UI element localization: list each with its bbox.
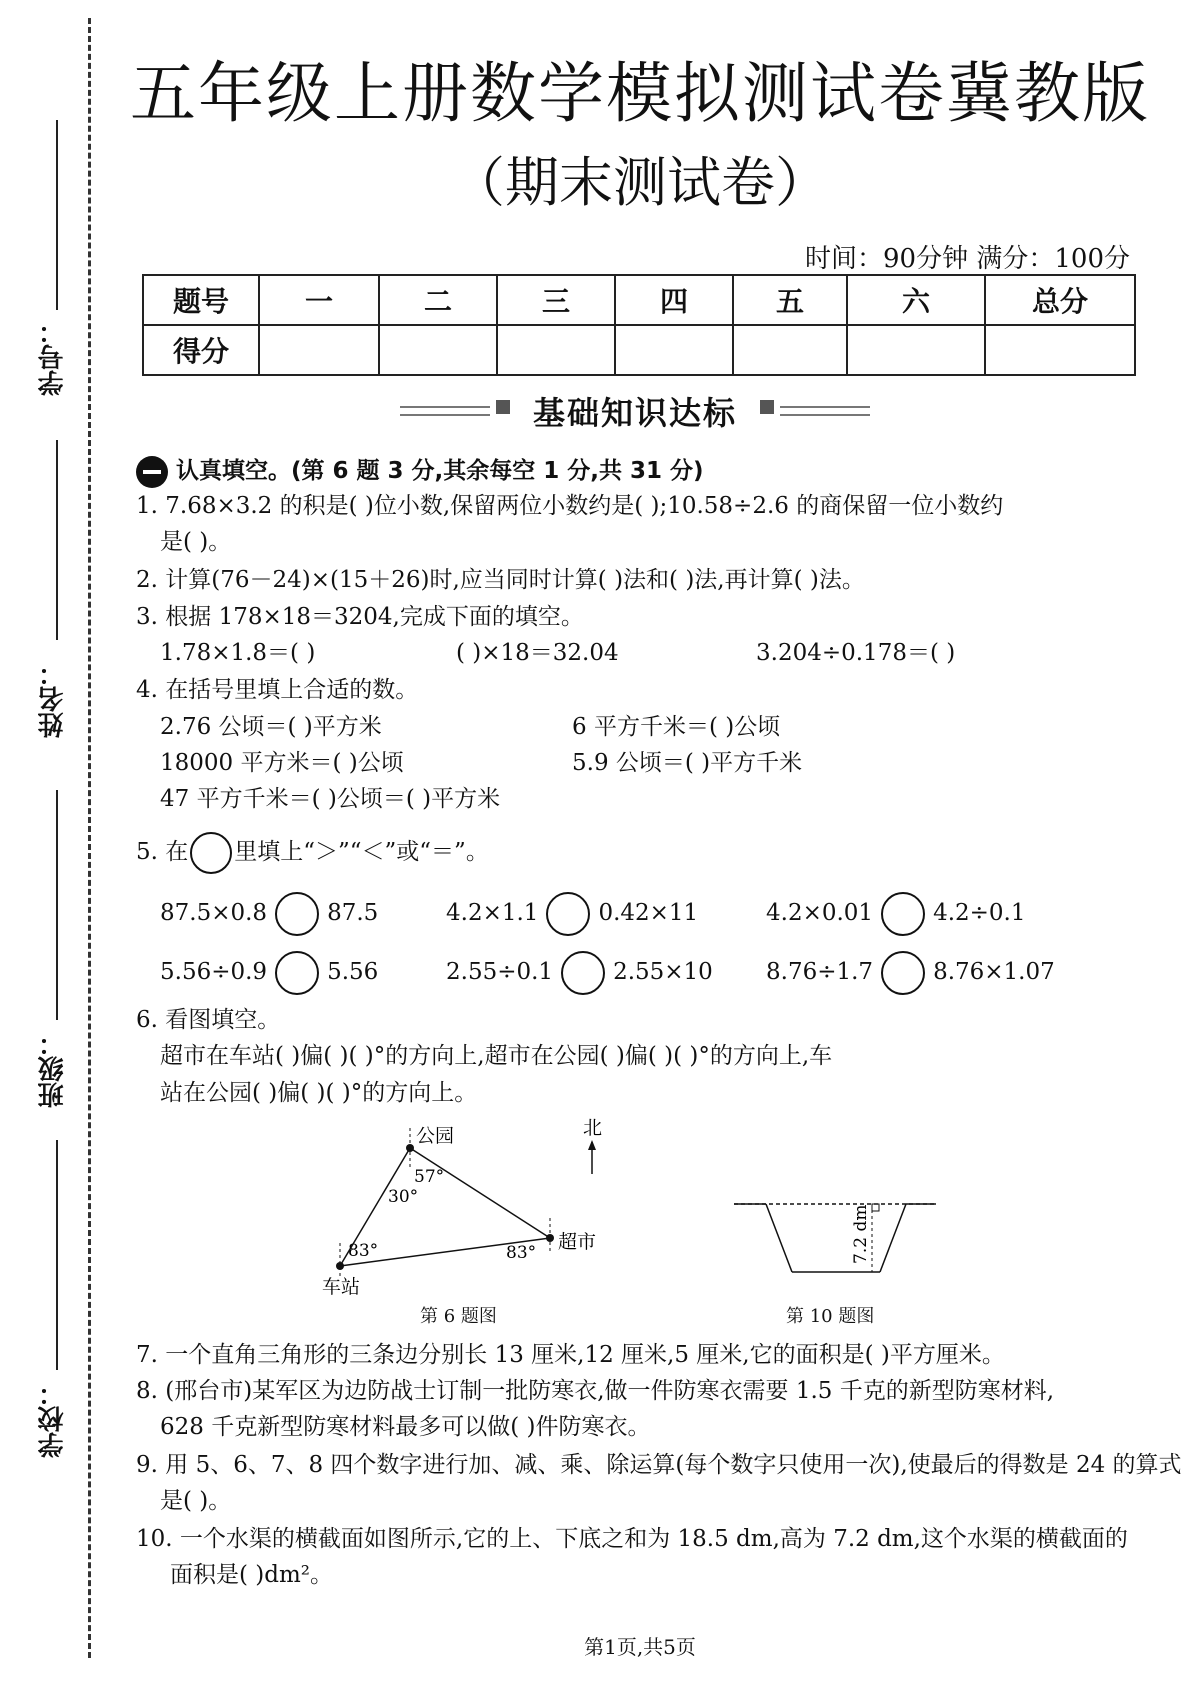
station-label: 车站 — [322, 1276, 361, 1298]
score-cell[interactable] — [985, 325, 1135, 375]
name-label: 姓名： — [38, 660, 68, 738]
page-subtitle: （期末测试卷） — [451, 151, 829, 214]
compare-answer-circle[interactable] — [561, 951, 605, 995]
binding-dashed-line — [88, 18, 91, 1658]
score-header-cell: 四 — [615, 275, 733, 325]
park-supermarket-line — [410, 1148, 550, 1238]
time-info: 时间：90分钟 满分：100分 — [805, 244, 1130, 274]
question-8-line-2: 628 千克新型防寒材料最多可以做( )件防寒衣。 — [160, 1414, 651, 1440]
compare-right: 5.56 — [327, 959, 379, 985]
compare-answer-circle[interactable] — [881, 951, 925, 995]
section-banner — [400, 388, 870, 432]
school-blank[interactable] — [56, 1140, 58, 1370]
question-2: 2. 计算(76－24)×(15＋26)时,应当同时计算( )法和( )法,再计算( )法。 — [136, 567, 865, 593]
height-label: 7.2 dm — [851, 1204, 871, 1264]
score-row-label: 得分 — [143, 325, 259, 375]
question-4-e: 47 平方千米＝( )公顷＝( )平方米 — [160, 786, 501, 812]
compare-item — [160, 891, 378, 936]
page-title: 五年级上册数学模拟测试卷冀教版 — [130, 55, 1150, 132]
compare-left: 2.55÷0.1 — [446, 959, 554, 985]
score-header-cell: 六 — [847, 275, 985, 325]
question-5 — [136, 832, 489, 874]
score-table-score-row — [143, 325, 1135, 375]
compare-item — [446, 891, 698, 936]
score-header-cell: 题号 — [143, 275, 259, 325]
compare-item — [160, 950, 378, 995]
question-6-line-1: 超市在车站( )偏( )( )°的方向上,超市在公园( )偏( )( )°的方向上,车 — [160, 1043, 833, 1069]
score-cell[interactable] — [379, 325, 497, 375]
banner-right-ornament-icon — [760, 400, 774, 414]
question-4-b: 6 平方千米＝( )公顷 — [572, 714, 781, 740]
question-10-line-1: 10. 一个水渠的横截面如图所示,它的上、下底之和为 18.5 dm,高为 7.2 dm,这个水渠的横截面的 — [136, 1526, 1128, 1552]
score-header-cell: 五 — [733, 275, 847, 325]
student-id-label: 学号： — [38, 318, 68, 396]
angle-83-supermarket-label: 83° — [506, 1243, 537, 1263]
figure-10-diagram — [726, 1192, 946, 1282]
score-cell[interactable] — [259, 325, 379, 375]
compare-left: 8.76÷1.7 — [766, 959, 874, 985]
banner-left-ornament-icon — [496, 400, 510, 414]
class-label: 班级： — [38, 1030, 68, 1108]
compare-answer-circle[interactable] — [546, 892, 590, 936]
question-1-line-1: 1. 7.68×3.2 的积是( )位小数,保留两位小数约是( );10.58÷2.6 的商保留一位小数约 — [136, 493, 1004, 519]
park-point-icon — [406, 1144, 414, 1152]
north-arrowhead-icon — [588, 1140, 596, 1150]
banner-right-line — [780, 406, 870, 416]
question-10-line-2: 面积是( )dm²。 — [170, 1562, 334, 1588]
north-label: 北 — [583, 1118, 603, 1139]
compare-left: 4.2×0.01 — [766, 900, 874, 926]
page-footer: 第1页,共5页 — [584, 1635, 696, 1659]
score-header-cell: 一 — [259, 275, 379, 325]
compare-item — [446, 950, 713, 995]
banner-left-line — [400, 406, 490, 416]
part-one-heading-text: 认真填空。(第 6 题 3 分,其余每空 1 分,共 31 分) — [176, 458, 704, 484]
question-3-a: 1.78×1.8＝( ) — [160, 640, 316, 666]
station-point-icon — [336, 1262, 344, 1270]
compare-right: 0.42×11 — [598, 900, 699, 926]
question-1-line-2: 是( )。 — [160, 529, 232, 555]
question-9-line-1: 9. 用 5、6、7、8 四个数字进行加、减、乘、除运算(每个数字只使用一次),使最后的得数是 24 的算式 — [136, 1452, 1182, 1478]
class-blank[interactable] — [56, 790, 58, 1020]
compare-left: 5.56÷0.9 — [160, 959, 268, 985]
angle-30-label: 30° — [388, 1187, 419, 1207]
compare-item — [766, 950, 1055, 995]
score-table — [142, 274, 1136, 376]
score-cell[interactable] — [733, 325, 847, 375]
question-9-line-2: 是( )。 — [160, 1488, 232, 1514]
question-3-c: 3.204÷0.178＝( ) — [756, 640, 956, 666]
question-3-b: ( )×18＝32.04 — [456, 640, 619, 666]
part-one-heading — [136, 452, 704, 488]
question-8-line-1: 8. (邢台市)某军区为边防战士订制一批防寒衣,做一件防寒衣需要 1.5 千克的新型防寒材料, — [136, 1378, 1055, 1404]
section-banner-title: 基础知识达标 — [532, 394, 737, 432]
figure-10-caption: 第 10 题图 — [786, 1306, 875, 1327]
score-cell[interactable] — [847, 325, 985, 375]
compare-right: 8.76×1.07 — [933, 959, 1055, 985]
compare-left: 87.5×0.8 — [160, 900, 268, 926]
score-table-header-row — [143, 275, 1135, 325]
supermarket-point-icon — [546, 1234, 554, 1242]
north-indicator — [578, 1118, 608, 1178]
supermarket-label: 超市 — [558, 1231, 597, 1253]
school-label: 学校： — [38, 1380, 68, 1458]
compare-answer-circle[interactable] — [275, 892, 319, 936]
question-4: 4. 在括号里填上合适的数。 — [136, 677, 419, 703]
score-header-cell: 三 — [497, 275, 615, 325]
compare-left: 4.2×1.1 — [446, 900, 539, 926]
compare-answer-circle[interactable] — [275, 951, 319, 995]
channel-left-wall — [766, 1204, 792, 1272]
right-angle-mark-icon — [872, 1204, 879, 1211]
question-5-prefix: 5. 在 — [136, 839, 189, 865]
park-label: 公园 — [416, 1125, 455, 1147]
question-4-a: 2.76 公顷＝( )平方米 — [160, 714, 382, 740]
question-3: 3. 根据 178×18＝3204,完成下面的填空。 — [136, 604, 584, 630]
angle-57-label: 57° — [414, 1167, 445, 1187]
compare-answer-circle[interactable] — [881, 892, 925, 936]
question-4-c: 18000 平方米＝( )公顷 — [160, 750, 404, 776]
angle-83-station-label: 83° — [348, 1241, 379, 1261]
score-header-cell: 总分 — [985, 275, 1135, 325]
score-cell[interactable] — [497, 325, 615, 375]
compare-right: 87.5 — [327, 900, 379, 926]
question-6: 6. 看图填空。 — [136, 1007, 281, 1033]
compare-circle-icon — [190, 832, 232, 874]
score-cell[interactable] — [615, 325, 733, 375]
compare-right: 2.55×10 — [613, 959, 713, 985]
compare-right: 4.2÷0.1 — [933, 900, 1026, 926]
part-one-badge-icon — [136, 456, 168, 488]
question-7: 7. 一个直角三角形的三条边分别长 13 厘米,12 厘米,5 厘米,它的面积是( )平方厘米。 — [136, 1342, 1005, 1368]
score-header-cell: 二 — [379, 275, 497, 325]
name-blank[interactable] — [56, 440, 58, 640]
question-5-suffix: 里填上“＞”“＜”或“＝”。 — [234, 839, 489, 865]
compare-item — [766, 891, 1026, 936]
channel-right-wall — [880, 1204, 906, 1272]
question-4-d: 5.9 公顷＝( )平方千米 — [572, 750, 803, 776]
question-6-line-2: 站在公园( )偏( )( )°的方向上。 — [160, 1080, 478, 1106]
figure-6-caption: 第 6 题图 — [420, 1306, 497, 1327]
